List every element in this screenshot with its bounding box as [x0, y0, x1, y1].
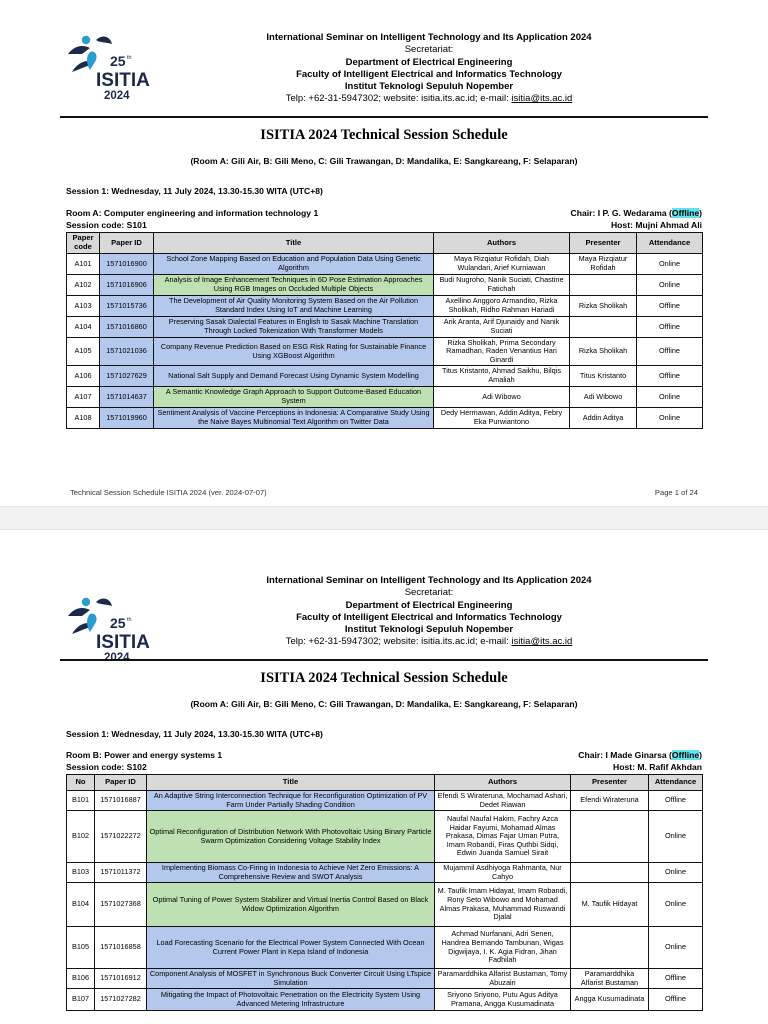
column-header: Title: [147, 775, 435, 791]
table-row: [67, 989, 703, 1011]
authors-cell: M. Taufik Imam Hidayat, Imam Robandi, Rony Seto Wibowo and Mohamad Almas Prakasa, Muhammad Ruswandi Djalal: [435, 883, 571, 927]
table-row: [67, 317, 703, 338]
authors-cell: Budi Nugroho, Nanik Suciati, Chastine Fatichah: [434, 275, 570, 296]
table-row: [67, 863, 703, 883]
authors-cell: Efendi S Wirateruna, Mochamad Ashari, Dedet Riawan: [435, 791, 571, 811]
attendance-cell: Online: [649, 811, 703, 863]
presenter-cell: Angga Kusumadinata: [571, 989, 649, 1011]
schedule-table: [66, 232, 703, 429]
session-code: Session code: S101: [66, 220, 147, 230]
email-link[interactable]: isitia@its.ac.id: [511, 93, 573, 105]
paper-code-cell: B103: [67, 863, 95, 883]
offline-badge: Offline: [671, 750, 700, 760]
room-title: Room A: Computer engineering and information technology 1: [66, 208, 319, 218]
paper-title-cell: The Development of Air Quality Monitoring System Based on the Air Pollution Standard Index Using IoT and Machine Learning: [154, 296, 434, 317]
attendance-cell: Offline: [649, 791, 703, 811]
paper-title-cell: An Adaptive String Interconnection Technique for Reconfiguration Optimization of PV Farm Under Partially Shading Condition: [147, 791, 435, 811]
logo-number: 25: [110, 615, 126, 631]
room-title: Room B: Power and energy systems 1: [66, 750, 223, 760]
attendance-cell: Offline: [637, 366, 703, 387]
logo-superscript: th: [127, 55, 132, 61]
chair-close: ): [699, 750, 702, 760]
column-header: Attendance: [637, 233, 703, 254]
column-header: Paper code: [67, 233, 100, 254]
attendance-cell: Online: [637, 408, 703, 429]
paper-code-cell: A105: [67, 338, 100, 366]
paper-title-cell: Optimal Reconfiguration of Distribution Network With Photovoltaic Using Binary Particle Swarm Optimization Considering Voltage Stability Index: [147, 811, 435, 863]
paper-title-cell: School Zone Mapping Based on Education and Population Data Using Genetic Algorithm: [154, 254, 434, 275]
paper-title-cell: Optimal Tuning of Power System Stabilizer and Virtual Inertia Control Based on Black Widow Optimization Algorithm: [147, 883, 435, 927]
column-header: Attendance: [649, 775, 703, 791]
session-heading: Session 1: Wednesday, 11 July 2024, 13.30-15.30 WITA (UTC+8): [66, 186, 323, 196]
paper-code-cell: A108: [67, 408, 100, 429]
table-row: [67, 791, 703, 811]
paper-id-cell: 1571027282: [95, 989, 147, 1011]
footer-page-number: Page 1 of 24: [654, 488, 698, 497]
paper-title-cell: Component Analysis of MOSFET in Synchronous Buck Converter Circuit Using LTspice Simulation: [147, 969, 435, 989]
paper-code-cell: B106: [67, 969, 95, 989]
column-header: Title: [154, 233, 434, 254]
paper-title-cell: National Salt Supply and Demand Forecast Using Dynamic System Modelling: [154, 366, 434, 387]
paper-id-cell: 1571027629: [100, 366, 154, 387]
paper-title-cell: Preserving Sasak Dialectal Features in English to Sasak Machine Translation Through Locked Tokenization With Transformer Models: [154, 317, 434, 338]
paper-id-cell: 1571021036: [100, 338, 154, 366]
chair-info: [570, 208, 702, 218]
isitia-logo: [60, 10, 170, 100]
column-header: Paper ID: [100, 233, 154, 254]
department-name: Department of Electrical Engineering: [345, 599, 513, 611]
authors-cell: Sriyono Sriyono, Putu Agus Aditya Pramana, Angga Kusumadinata: [435, 989, 571, 1011]
column-header: Authors: [435, 775, 571, 791]
presenter-cell: [571, 863, 649, 883]
authors-cell: Rizka Sholikah, Prima Secondary Ramadhan, Raden Venantius Hari Ginardi: [434, 338, 570, 366]
presenter-cell: [570, 275, 637, 296]
attendance-cell: Offline: [649, 969, 703, 989]
column-header: Presenter: [570, 233, 637, 254]
table-row: [67, 927, 703, 969]
letterhead: [175, 575, 683, 649]
paper-code-cell: B107: [67, 989, 95, 1011]
department-name: Department of Electrical Engineering: [345, 56, 513, 68]
authors-cell: Arik Aranta, Arif Djunaidy and Nanik Suciati: [434, 317, 570, 338]
header-rule: [60, 116, 708, 118]
paper-title-cell: Mitigating the Impact of Photovoltaic Penetration on the Electricity System Using Advanced Metering Infrastructure: [147, 989, 435, 1011]
paper-id-cell: 1571016887: [95, 791, 147, 811]
document-page-1: [0, 0, 768, 506]
attendance-cell: Online: [649, 883, 703, 927]
chair-info: [578, 750, 702, 760]
isitia-logo: [60, 572, 170, 662]
presenter-cell: Maya Rizqiatur Rofidah: [570, 254, 637, 275]
paper-code-cell: B104: [67, 883, 95, 927]
presenter-cell: [571, 927, 649, 969]
presenter-cell: Efendi Wirateruna: [571, 791, 649, 811]
paper-title-cell: Analysis of Image Enhancement Techniques in 6D Pose Estimation Approaches Using RGB Images on Occluded Multiple Objects: [154, 275, 434, 296]
paper-id-cell: 1571011372: [95, 863, 147, 883]
presenter-cell: [571, 811, 649, 863]
authors-cell: Mujammil Asdhiyoga Rahmanta, Nur Cahyo: [435, 863, 571, 883]
paper-id-cell: 1571016858: [95, 927, 147, 969]
attendance-cell: Online: [637, 387, 703, 408]
presenter-cell: Adi Wibowo: [570, 387, 637, 408]
logo-superscript: th: [127, 617, 132, 623]
page-separator: [0, 506, 768, 530]
seminar-name: International Seminar on Intelligent Technology and Its Application 2024: [266, 32, 592, 43]
attendance-cell: Offline: [649, 989, 703, 1011]
faculty-name: Faculty of Intelligent Electrical and Informatics Technology: [296, 68, 562, 80]
paper-code-cell: A101: [67, 254, 100, 275]
chair-name: Chair: I P. G. Wedarama (: [570, 208, 672, 218]
host-info: Host: M. Rafif Akhdan: [613, 762, 702, 772]
table-row: [67, 969, 703, 989]
faculty-name: Faculty of Intelligent Electrical and Informatics Technology: [296, 611, 562, 623]
paper-id-cell: 1571014637: [100, 387, 154, 408]
session-heading: Session 1: Wednesday, 11 July 2024, 13.30-15.30 WITA (UTC+8): [66, 729, 323, 739]
attendance-cell: Offline: [637, 317, 703, 338]
paper-id-cell: 1571027368: [95, 883, 147, 927]
paper-id-cell: 1571016860: [100, 317, 154, 338]
logo-name: ISITIA: [96, 632, 150, 653]
institute-name: Institut Teknologi Sepuluh Nopember: [344, 624, 514, 636]
paper-code-cell: A107: [67, 387, 100, 408]
paper-title-cell: Implementing Biomass Co-Firing in Indonesia to Achieve Net Zero Emissions: A Comprehensive Review and SWOT Analysis: [147, 863, 435, 883]
logo-year: 2024: [104, 652, 130, 662]
document-title: ISITIA 2024 Technical Session Schedule: [260, 127, 508, 143]
authors-cell: Axellino Anggoro Armandito, Rizka Sholikah, Ridho Rahman Hariadi: [434, 296, 570, 317]
table-row: [67, 275, 703, 296]
email-link[interactable]: isitia@its.ac.id: [511, 636, 573, 648]
paper-id-cell: 1571016900: [100, 254, 154, 275]
logo-year: 2024: [104, 90, 130, 100]
footer-version: Technical Session Schedule ISITIA 2024 (ver. 2024-07-07): [70, 488, 267, 497]
presenter-cell: [570, 317, 637, 338]
paper-title-cell: Load Forecasting Scenario for the Electrical Power System Connected With Ocean Current Power Plant in Kepa Island of Indonesia: [147, 927, 435, 969]
paper-id-cell: 1571016906: [100, 275, 154, 296]
table-row: [67, 408, 703, 429]
paper-code-cell: A103: [67, 296, 100, 317]
paper-title-cell: Company Revenue Prediction Based on ESG Risk Rating for Sustainable Finance Using XGBoost Algorithm: [154, 338, 434, 366]
logo-name: ISITIA: [96, 70, 150, 91]
paper-title-cell: Sentiment Analysis of Vaccine Perceptions in Indonesia: A Comparative Study Using the Naive Bayes Multinomial Text Algorithm on Twitter Data: [154, 408, 434, 429]
paper-id-cell: 1571015736: [100, 296, 154, 317]
table-row: [67, 338, 703, 366]
attendance-cell: Online: [649, 863, 703, 883]
header-rule: [60, 659, 708, 661]
authors-cell: Naufal Naufal Hakim, Fachry Azca Haidar Fayumi, Mohamad Almas Prakasa, Dimas Fajar Uman Putra, Imam Robandi, Firas Quthbi Sidqi, Edwin Juanda Samuel Sirait: [435, 811, 571, 863]
presenter-cell: Rizka Sholikah: [570, 296, 637, 317]
attendance-cell: Online: [649, 927, 703, 969]
attendance-cell: Online: [637, 254, 703, 275]
secretariat-label: Secretariat:: [404, 44, 454, 56]
paper-id-cell: 1571019960: [100, 408, 154, 429]
authors-cell: Dedy Hermawan, Addin Aditya, Febry Eka Purwiantono: [434, 408, 570, 429]
letterhead: [175, 32, 683, 106]
paper-title-cell: A Semantic Knowledge Graph Approach to Support Outcome-Based Education System: [154, 387, 434, 408]
column-header: Authors: [434, 233, 570, 254]
paper-id-cell: 1571016912: [95, 969, 147, 989]
attendance-cell: Offline: [637, 338, 703, 366]
chair-name: Chair: I Made Ginarsa (: [578, 750, 672, 760]
presenter-cell: Paramarddhika Alfarist Bustaman: [571, 969, 649, 989]
logo-number: 25: [110, 53, 126, 69]
presenter-cell: Addin Aditya: [570, 408, 637, 429]
table-row: [67, 883, 703, 927]
presenter-cell: Titus Kristanto: [570, 366, 637, 387]
seminar-name: International Seminar on Intelligent Technology and Its Application 2024: [266, 575, 592, 586]
presenter-cell: Rizka Sholikah: [570, 338, 637, 366]
institute-name: Institut Teknologi Sepuluh Nopember: [344, 81, 514, 93]
contact-line: [175, 93, 683, 105]
paper-id-cell: 1571022272: [95, 811, 147, 863]
document-title: ISITIA 2024 Technical Session Schedule: [260, 670, 508, 686]
column-header: Presenter: [571, 775, 649, 791]
paper-code-cell: B101: [67, 791, 95, 811]
paper-code-cell: A102: [67, 275, 100, 296]
secretariat-label: Secretariat:: [404, 587, 454, 599]
authors-cell: Maya Rizqiatur Rofidah, Diah Wulandari, Arief Kurniawan: [434, 254, 570, 275]
column-header: Paper ID: [95, 775, 147, 791]
paper-code-cell: B102: [67, 811, 95, 863]
contact-text: Telp: +62-31-5947302; website: isitia.its.ac.id; e-mail:: [285, 636, 512, 648]
chair-close: ): [699, 208, 702, 218]
rooms-legend: (Room A: Gili Air, B: Gili Meno, C: Gili Trawangan, D: Mandalika, E: Sangkareang, F: Selaparan): [190, 156, 578, 166]
table-row: [67, 296, 703, 317]
authors-cell: Achmad Nurfanani, Adri Senen, Handrea Bernando Tambunan, Wigas Digwijaya, I. K. Agia Fidran, Jihan Fadhilah: [435, 927, 571, 969]
attendance-cell: Online: [637, 275, 703, 296]
paper-code-cell: A106: [67, 366, 100, 387]
column-header: No: [67, 775, 95, 791]
host-info: Host: Mujni Ahmad Ali: [610, 220, 702, 230]
presenter-cell: M. Taufik Hidayat: [571, 883, 649, 927]
contact-text: Telp: +62-31-5947302; website: isitia.its.ac.id; e-mail:: [285, 93, 512, 105]
paper-code-cell: A104: [67, 317, 100, 338]
document-page-2: [0, 530, 768, 1024]
rooms-legend: (Room A: Gili Air, B: Gili Meno, C: Gili Trawangan, D: Mandalika, E: Sangkareang, F: Selaparan): [190, 699, 578, 709]
table-row: [67, 254, 703, 275]
attendance-cell: Offline: [637, 296, 703, 317]
authors-cell: Adi Wibowo: [434, 387, 570, 408]
offline-badge: Offline: [671, 208, 700, 218]
table-row: [67, 387, 703, 408]
paper-code-cell: B105: [67, 927, 95, 969]
authors-cell: Titus Kristanto, Ahmad Saikhu, Bilqis Amaliah: [434, 366, 570, 387]
contact-line: [175, 636, 683, 648]
session-code: Session code: S102: [66, 762, 147, 772]
table-row: [67, 811, 703, 863]
authors-cell: Paramarddhika Alfarist Bustaman, Tomy Abuzairi: [435, 969, 571, 989]
schedule-table: [66, 774, 703, 1011]
table-row: [67, 366, 703, 387]
